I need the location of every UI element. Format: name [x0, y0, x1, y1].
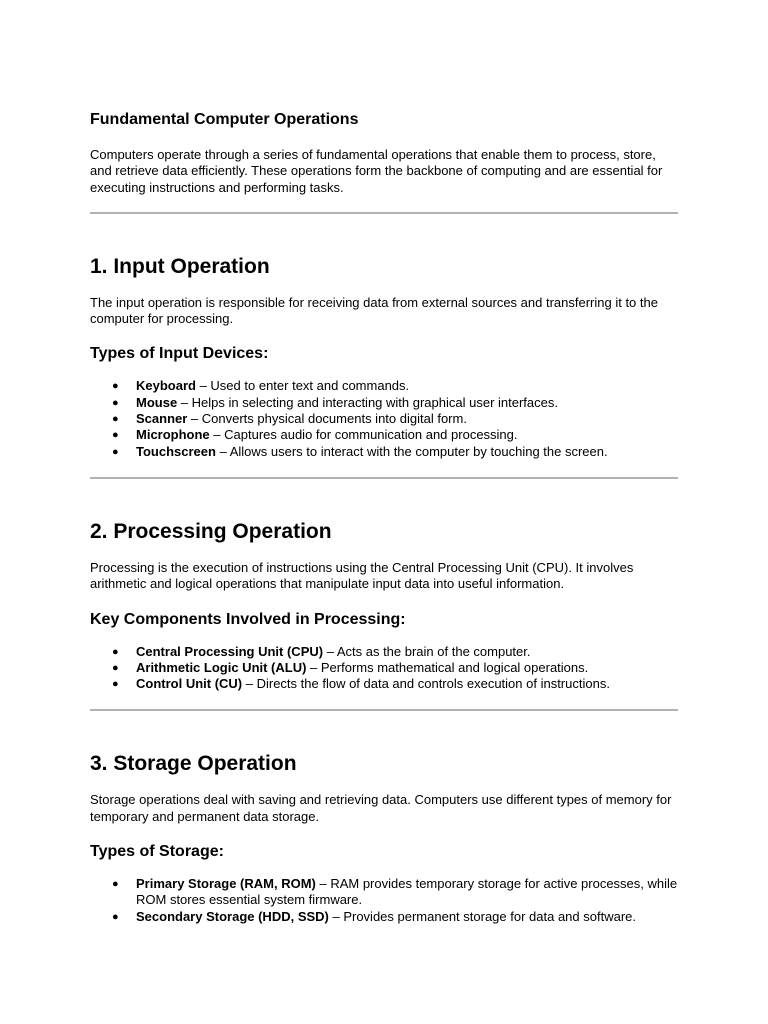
item-desc: – Provides permanent storage for data and software.	[328, 908, 636, 924]
list-item	[90, 876, 678, 909]
list-item	[90, 444, 678, 460]
bullet-icon: ●	[112, 396, 119, 409]
bullet-icon: ●	[112, 380, 119, 393]
item-desc: – Performs mathematical and logical operations.	[306, 659, 589, 675]
item-desc: – Captures audio for communication and processing.	[209, 427, 518, 443]
processing-components-list	[90, 644, 678, 693]
bullet-icon: ●	[112, 678, 119, 691]
intro-paragraph: Computers operate through a series of fundamental operations that enable them to process, store, and retrieve data efficiently. These operations form the backbone of computing and are essential for executing instructions and performing tasks.	[90, 147, 663, 195]
divider	[90, 477, 678, 479]
item-desc: – Directs the flow of data and controls execution of instructions.	[242, 676, 610, 692]
divider	[90, 212, 678, 214]
bullet-icon: ●	[112, 645, 119, 658]
list-item	[90, 644, 678, 660]
subheading-storage-types: Types of Storage:	[90, 843, 224, 861]
section-heading-storage: 3. Storage Operation	[90, 752, 297, 776]
bullet-icon: ●	[112, 413, 119, 426]
bullet-icon: ●	[112, 910, 119, 923]
section-body-storage: Storage operations deal with saving and retrieving data. Computers use different types of memory for temporary and permanent data storage.	[90, 792, 672, 824]
item-term: Arithmetic Logic Unit (ALU)	[136, 659, 307, 675]
divider	[90, 709, 678, 711]
item-term: Control Unit (CU)	[136, 676, 243, 692]
item-desc: – Used to enter text and commands.	[195, 378, 410, 394]
bullet-icon: ●	[112, 661, 119, 674]
item-term: Microphone	[136, 427, 210, 443]
bullet-icon: ●	[112, 445, 119, 458]
list-item	[90, 411, 678, 427]
item-desc: – Allows users to interact with the computer by touching the screen.	[215, 443, 608, 459]
item-term: Touchscreen	[136, 443, 216, 459]
bullet-icon: ●	[112, 878, 119, 891]
list-item	[90, 676, 678, 692]
list-item	[90, 427, 678, 443]
storage-types-list	[90, 876, 678, 925]
item-term: Secondary Storage (HDD, SSD)	[136, 908, 329, 924]
item-desc: – Helps in selecting and interacting with graphical user interfaces.	[177, 394, 558, 410]
list-item	[90, 395, 678, 411]
item-desc: – Acts as the brain of the computer.	[323, 643, 531, 659]
document-page	[90, 110, 678, 925]
item-desc: – Converts physical documents into digital form.	[187, 411, 467, 427]
bullet-icon: ●	[112, 429, 119, 442]
section-body-processing: Processing is the execution of instructions using the Central Processing Unit (CPU). It involves arithmetic and logical operations that manipulate input data into useful information.	[90, 559, 634, 592]
item-desc: – RAM provides temporary storage for active processes, while ROM stores essential system firmware.	[136, 876, 678, 908]
subheading-input-devices: Types of Input Devices:	[90, 345, 269, 363]
input-devices-list	[90, 378, 678, 459]
item-term: Mouse	[136, 394, 178, 410]
section-heading-processing: 2. Processing Operation	[90, 519, 332, 543]
list-item	[90, 660, 678, 676]
item-term: Keyboard	[136, 378, 196, 394]
subheading-processing-components: Key Components Involved in Processing:	[90, 610, 406, 628]
section-heading-input: 1. Input Operation	[90, 254, 270, 278]
list-item	[90, 909, 678, 925]
item-term: Scanner	[136, 411, 188, 427]
item-term: Primary Storage (RAM, ROM)	[136, 876, 316, 892]
item-term: Central Processing Unit (CPU)	[136, 643, 324, 659]
document-title: Fundamental Computer Operations	[90, 111, 359, 128]
section-body-input: The input operation is responsible for receiving data from external sources and transferring it to the computer for processing.	[90, 294, 658, 327]
list-item	[90, 378, 678, 394]
